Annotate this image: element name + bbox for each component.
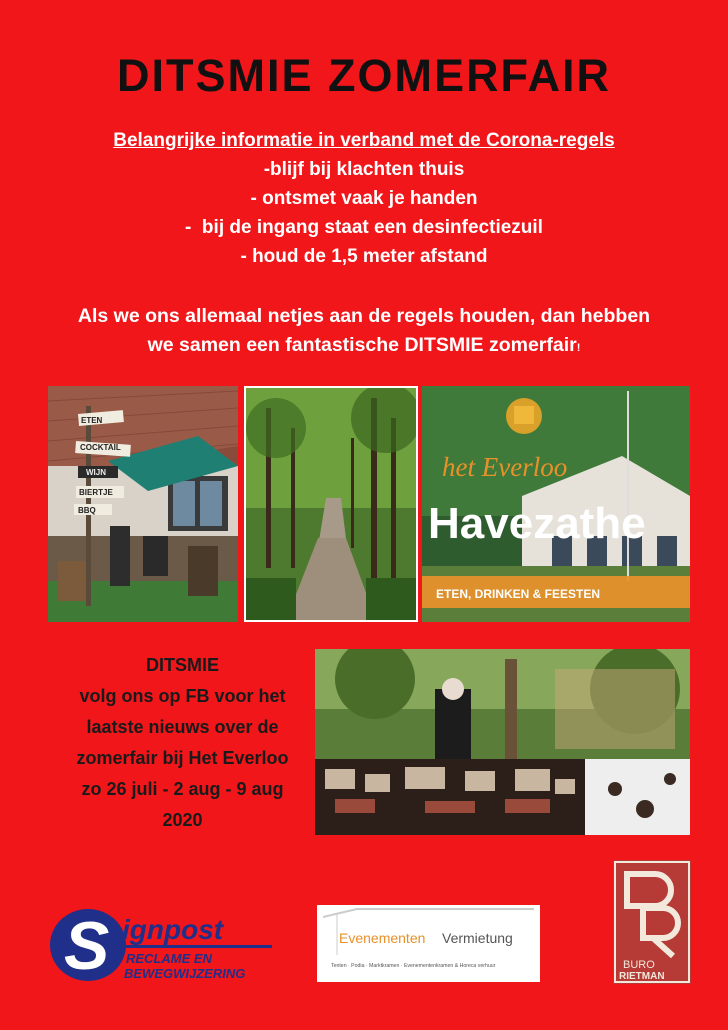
- buro-line1: BURO: [623, 959, 655, 971]
- rule-item: -blijf bij klachten thuis: [263, 159, 465, 180]
- terrace-photo: [48, 386, 238, 622]
- closing-text: [30, 302, 698, 363]
- corona-info: [0, 126, 728, 271]
- evenementen-tagline: Tenten · Podia · Marktkramen · Evenementenkramen & Horeca verhuur: [331, 963, 496, 969]
- forest-path-photo: [244, 386, 418, 622]
- everloo-photo: [422, 386, 690, 622]
- corona-heading: Belangrijke informatie in verband met de Corona-regels: [113, 130, 615, 151]
- ditsmie-line: DITSMIE: [145, 655, 219, 675]
- rule-item: - ontsmet vaak je handen: [250, 188, 478, 209]
- signpost-sub2: BEWEGWIJZERING: [124, 966, 246, 981]
- closing-line: we samen een fantastische DITSMIE zomerfair: [147, 334, 577, 356]
- ditsmie-line: laatste nieuws over de: [86, 717, 279, 737]
- sign-word: ETEN: [81, 416, 103, 425]
- page-title: DITSMIE ZOMERFAIR: [117, 50, 611, 101]
- evenementen-logo: [317, 905, 540, 982]
- market-stall-photo: [315, 649, 690, 835]
- ditsmie-line: zomerfair bij Het Everloo: [76, 748, 289, 768]
- signpost-initial: S: [64, 908, 110, 984]
- everloo-name: Havezathe: [428, 499, 646, 548]
- closing-line: Als we ons allemaal netjes aan de regels houden, dan hebben: [77, 305, 651, 327]
- rule-item: - houd de 1,5 meter afstand: [240, 246, 488, 267]
- evenementen-word1: Evenementen: [339, 930, 426, 946]
- sign-word: BIERTJE: [79, 488, 113, 497]
- everloo-script-name: het Everloo: [442, 452, 568, 482]
- ditsmie-line: 2020: [162, 810, 203, 830]
- closing-mark: !: [576, 342, 581, 354]
- sign-word: WIJN: [86, 468, 106, 477]
- buro-line2: RIETMAN: [619, 971, 665, 982]
- buro-rietman-logo: [613, 860, 691, 984]
- sign-word: BBQ: [78, 506, 96, 515]
- ditsmie-block: [40, 650, 325, 836]
- signpost-sub1: RECLAME EN: [126, 951, 212, 966]
- ditsmie-line: volg ons op FB voor het: [79, 686, 286, 706]
- rule-item: - bij de ingang staat een desinfectiezuil: [185, 217, 543, 238]
- sign-word: COCKTAIL: [80, 443, 121, 452]
- evenementen-word2: Vermietung: [442, 930, 513, 946]
- signpost-logo: [48, 905, 280, 985]
- ditsmie-line: zo 26 juli - 2 aug - 9 aug: [81, 779, 284, 799]
- signpost-name: ignpost: [122, 914, 224, 945]
- everloo-banner: ETEN, DRINKEN & FEESTEN: [436, 587, 601, 601]
